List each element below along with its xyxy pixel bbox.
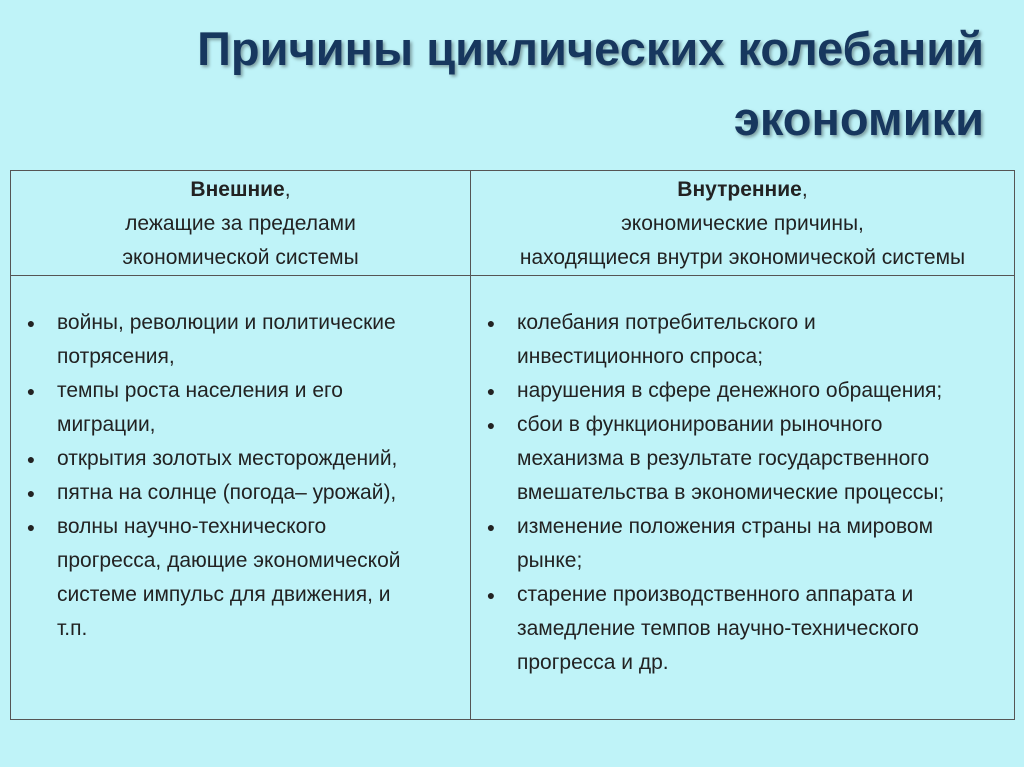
list-item-text: войны, революции и политические	[57, 311, 396, 334]
list-item-text: рынке;	[517, 549, 583, 572]
internal-header-title: Внутренние	[677, 178, 802, 201]
bullet-icon: ●	[26, 519, 36, 535]
list-item	[479, 374, 1004, 408]
slide-title-line-1: Причины циклических колебаний	[197, 22, 984, 75]
internal-header-comma: ,	[801, 178, 808, 201]
internal-causes-header	[471, 171, 1015, 276]
internal-causes-list	[479, 306, 1004, 680]
list-item-text: миграции,	[57, 413, 156, 436]
bullet-icon: ●	[26, 315, 36, 331]
bullet-icon: ●	[486, 315, 496, 331]
body-row	[11, 276, 1015, 720]
internal-header-line-2: экономические причины,	[621, 212, 864, 235]
header-row	[11, 171, 1015, 276]
external-header-comma: ,	[284, 178, 291, 201]
external-causes-list	[19, 306, 460, 646]
external-header-line-2: лежащие за пределами	[125, 212, 356, 235]
list-item-text: вмешательства в экономические процессы;	[517, 481, 945, 504]
bullet-icon: ●	[26, 485, 36, 501]
external-causes-cell	[11, 276, 471, 720]
list-item	[19, 374, 460, 442]
list-item	[19, 442, 460, 476]
list-item-text: колебания потребительского и	[517, 311, 816, 334]
list-item-text: старение производственного аппарата и	[517, 583, 914, 606]
bullet-icon: ●	[26, 451, 36, 467]
list-item	[479, 306, 1004, 374]
list-item-text: инвестиционного спроса;	[517, 345, 764, 368]
internal-header-line-3: находящиеся внутри экономической системы	[519, 246, 966, 269]
list-item-text: т.п.	[57, 617, 88, 640]
bullet-icon: ●	[486, 587, 496, 603]
list-item-text: потрясения,	[57, 345, 175, 368]
list-item-text: замедление темпов научно-технического	[517, 617, 919, 640]
bullet-icon: ●	[486, 383, 496, 399]
list-item-text: сбои в функционировании рыночного	[517, 413, 883, 436]
external-causes-header	[11, 171, 471, 276]
external-header-line-3: экономической системы	[122, 246, 359, 269]
list-item-text: изменение положения страны на мировом	[517, 515, 934, 538]
list-item-text: темпы роста населения и его	[57, 379, 343, 402]
list-item	[19, 510, 460, 646]
slide-title-line-2: экономики	[733, 92, 984, 145]
list-item	[479, 578, 1004, 680]
bullet-icon: ●	[486, 519, 496, 535]
list-item-text: прогресса, дающие экономической	[57, 549, 401, 572]
list-item	[479, 510, 1004, 578]
bullet-icon: ●	[26, 383, 36, 399]
list-item-text: механизма в результате государственного	[517, 447, 930, 470]
list-item-text: пятна на солнце (погода– урожай),	[57, 481, 397, 504]
bullet-icon: ●	[486, 417, 496, 433]
list-item-text: прогресса и др.	[517, 651, 669, 674]
list-item	[19, 476, 460, 510]
list-item-text: открытия золотых месторождений,	[57, 447, 398, 470]
internal-causes-cell	[471, 276, 1015, 720]
list-item	[479, 408, 1004, 510]
list-item-text: нарушения в сфере денежного обращения;	[517, 379, 943, 402]
list-item-text: системе импульс для движения, и	[57, 583, 391, 606]
list-item	[19, 306, 460, 374]
list-item-text: волны научно-технического	[57, 515, 327, 538]
slide-title	[24, 14, 984, 154]
external-header-title: Внешние	[190, 178, 285, 201]
causes-table	[10, 170, 1015, 720]
